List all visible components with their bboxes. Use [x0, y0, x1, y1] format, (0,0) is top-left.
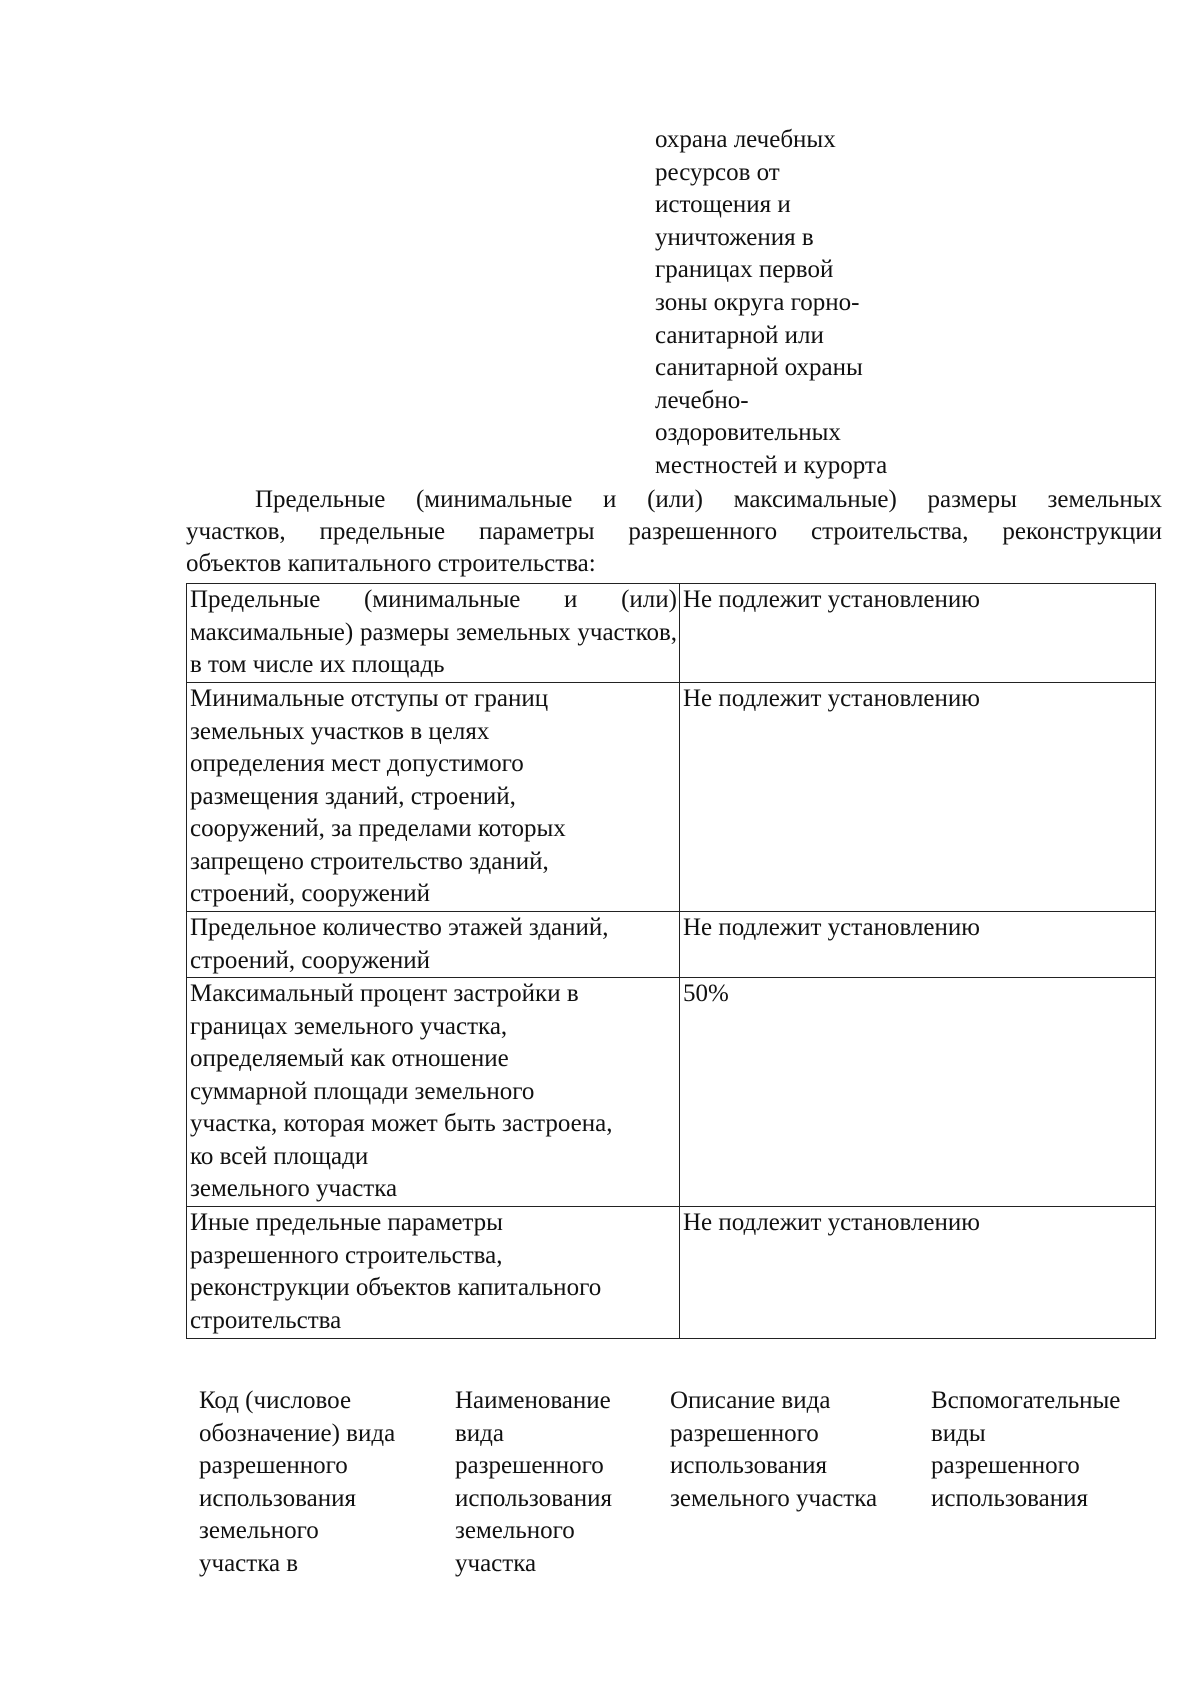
header-description-column: Описание вида разрешенного использования земельного участка — [670, 1387, 878, 1512]
header-name-column: Наименование вида разрешенного использования земельного участка — [455, 1387, 612, 1577]
parameter-name-cell: Предельное количество этажей зданий, строений, сооружений — [187, 912, 680, 978]
table-row — [187, 683, 1156, 912]
parameter-name-cell: Иные предельные параметры разрешенного строительства, реконструкции объектов капитального строительства — [187, 1207, 680, 1339]
table-row — [187, 1207, 1156, 1339]
parameter-value-cell: 50% — [680, 978, 1156, 1207]
building-parameters-table — [186, 583, 1156, 1339]
parameter-value-cell: Не подлежит установлению — [680, 683, 1156, 912]
parameter-value-cell: Не подлежит установлению — [680, 912, 1156, 978]
parameter-value-cell: Не подлежит установлению — [680, 584, 1156, 683]
limits-intro-paragraph — [186, 484, 1162, 580]
parameter-name-cell: Минимальные отступы от границ земельных участков в целях определения мест допустимого размещения зданий, строений, сооружений, за пределами которых запрещено строительство зданий, строений, сооружений — [187, 683, 680, 912]
parameter-name-cell: Предельные (минимальные и (или) максимальные) размеры земельных участков, в том числе их площадь — [187, 584, 680, 683]
header-code-column: Код (числовое обозначение) вида разрешенного использования земельного участка в — [199, 1387, 396, 1577]
zone-restriction-text: охрана лечебных ресурсов от истощения и уничтожения в границах первой зоны округа горно- санитарной или санитарной охраны лечебно- оздоровительных местностей и курорта — [655, 126, 888, 479]
intro-line-2: участков, предельные параметры разрешенного строительства, реконструкции — [186, 518, 1162, 545]
table-row — [187, 584, 1156, 683]
header-auxiliary-column: Вспомогательные виды разрешенного использования — [931, 1387, 1121, 1512]
intro-line-3: объектов капитального строительства: — [186, 550, 596, 577]
intro-line-1: Предельные (минимальные и (или) максимальные) размеры земельных — [255, 486, 1162, 513]
parameter-name-cell: Максимальный процент застройки в границах земельного участка, определяемый как отношение суммарной площади земельного участка, которая может быть застроена, ко всей площади земельного участка — [187, 978, 680, 1207]
parameter-value-cell: Не подлежит установлению — [680, 1207, 1156, 1339]
table-row — [187, 912, 1156, 978]
table-row — [187, 978, 1156, 1207]
